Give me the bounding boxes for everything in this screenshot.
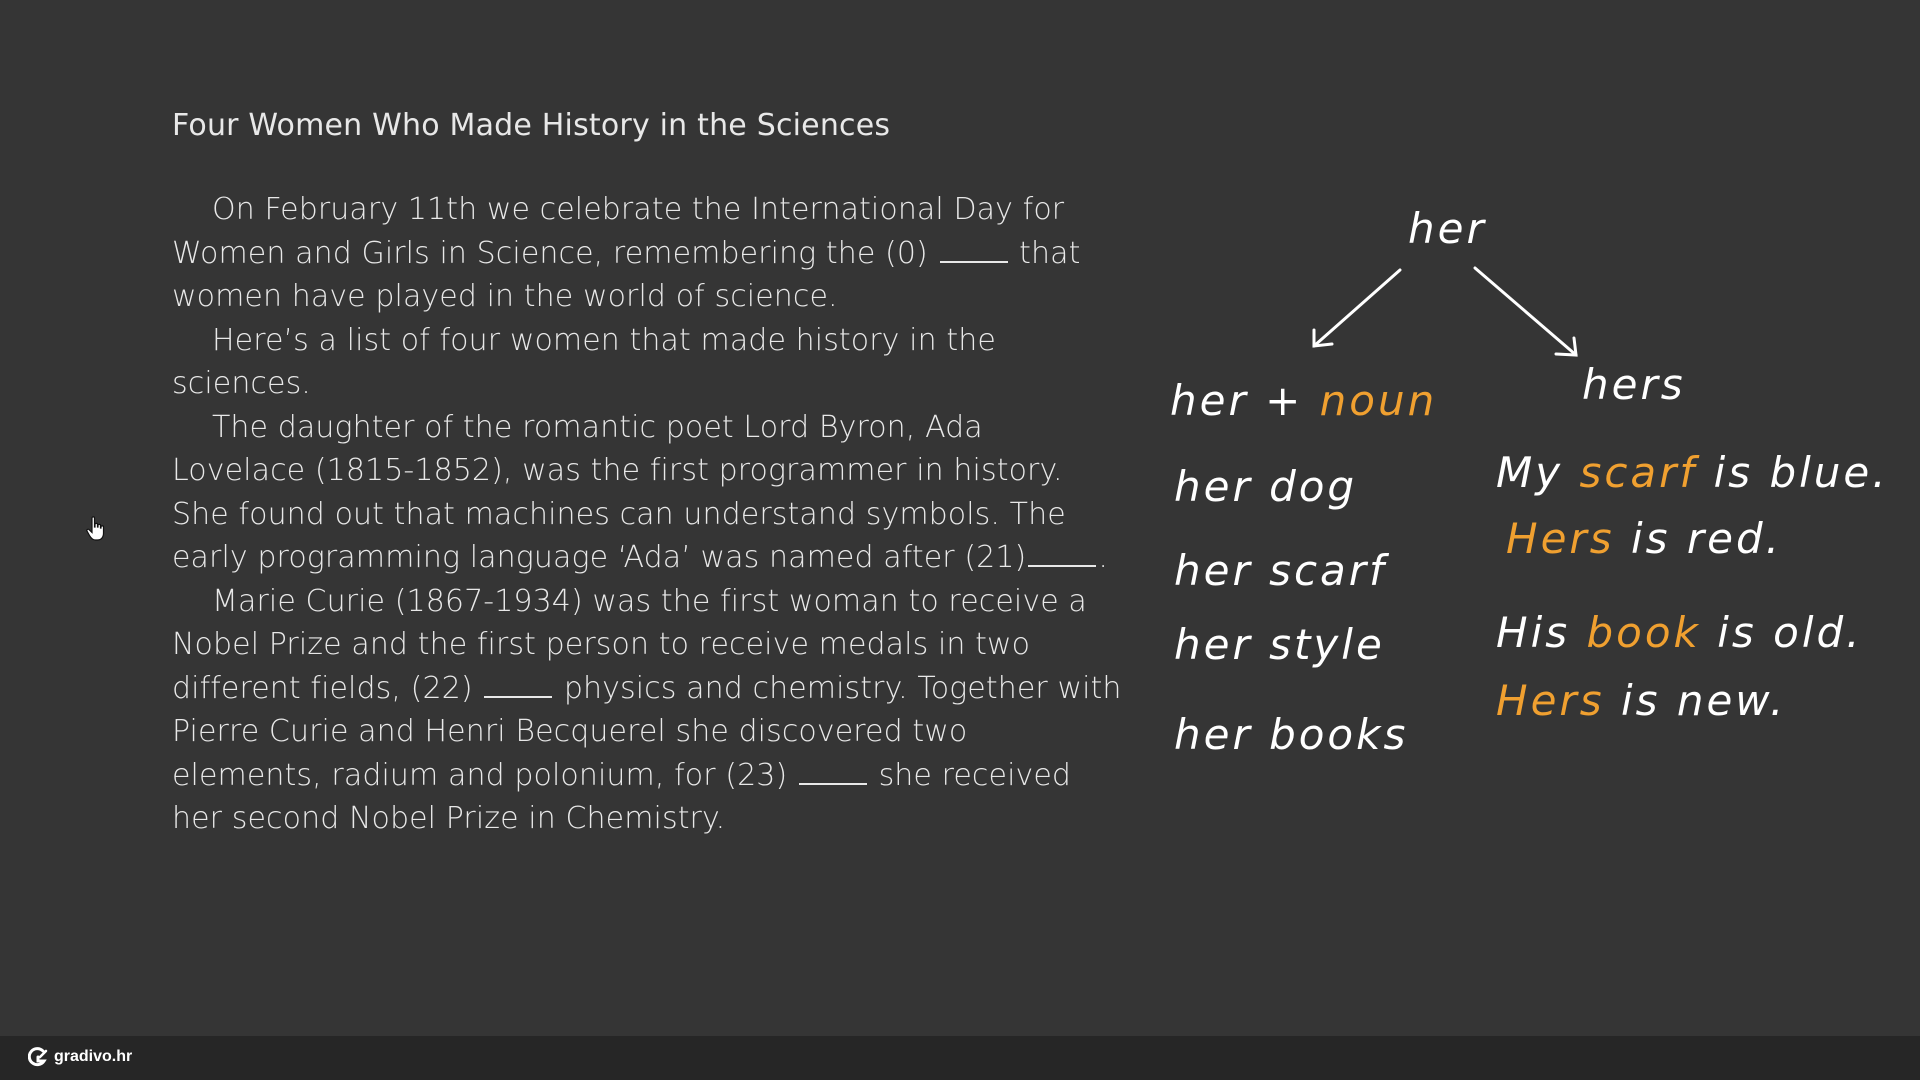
paragraph-ada-text-b: . <box>1098 540 1108 575</box>
left-header-a: her + <box>1170 376 1304 425</box>
paragraph-curie-text-b: physics and chemistry. Together with Pierre Curie and Henri Becquerel she discovered two elements, radium and polonium, for (23) <box>172 670 1122 793</box>
paragraph-list-intro: Here’s a list of four women that made history in the sciences. <box>172 322 996 401</box>
brand-link[interactable] <box>28 1046 132 1068</box>
ex4-b: is new. <box>1620 676 1787 725</box>
arrow-right <box>1475 268 1576 355</box>
blank-23 <box>799 756 867 785</box>
footer-bar <box>0 1036 1920 1080</box>
ex2-b: is red. <box>1630 514 1782 563</box>
example-hers-red <box>1506 514 1782 563</box>
branch-arrows <box>1150 180 1850 400</box>
g-logo-icon <box>28 1046 48 1068</box>
root-word: her <box>1408 204 1487 253</box>
example-hers-new <box>1496 676 1786 725</box>
example-her-books: her books <box>1174 710 1409 759</box>
example-his-book <box>1496 608 1863 657</box>
blank-0 <box>940 234 1008 263</box>
blank-21 <box>1028 538 1096 567</box>
ex1-a: My <box>1496 448 1564 497</box>
arrow-left <box>1314 270 1400 346</box>
paragraph-intro <box>172 188 1122 319</box>
paragraph-curie-text-c: she received her second Nobel Prize in Chemistry. <box>172 757 1072 836</box>
brand-name: gradivo.hr <box>54 1048 133 1065</box>
reading-title: Four Women Who Made History in the Sciences <box>172 108 891 143</box>
paragraph-intro-text-b: that women have played in the world of science. <box>172 235 1081 314</box>
grammar-board <box>1150 180 1889 800</box>
ex3-book: book <box>1586 608 1701 657</box>
ex2-hers: Hers <box>1506 514 1615 563</box>
ex1-scarf: scarf <box>1579 448 1698 497</box>
ex3-c: is old. <box>1717 608 1863 657</box>
blank-22 <box>484 669 552 698</box>
hand-pointer-icon <box>86 516 106 542</box>
left-header-noun: noun <box>1319 376 1438 425</box>
example-her-dog: her dog <box>1174 462 1358 511</box>
ex1-c: is blue. <box>1713 448 1889 497</box>
paragraph-ada-text-a: The daughter of the romantic poet Lord Byron, Ada Lovelace (1815-1852), was the first programmer in history. She found out that machines can understand symbols. The early programming language ‘Ada’ was named after (21) <box>172 409 1066 575</box>
example-her-scarf: her scarf <box>1174 546 1387 595</box>
paragraph-ada <box>172 406 1122 580</box>
reading-passage <box>172 104 1122 841</box>
paragraph-curie-text-a: Marie Curie (1867-1934) was the first woman to receive a Nobel Prize and the first person to receive medals in two different fields, (22) <box>172 583 1087 706</box>
paragraph-intro-text-a: On February 11th we celebrate the International Day for Women and Girls in Science, remembering the (0) <box>172 192 1065 271</box>
paragraph-curie <box>172 580 1122 841</box>
left-header <box>1170 376 1437 425</box>
ex3-a: His <box>1496 608 1571 657</box>
example-my-scarf <box>1496 448 1889 497</box>
ex4-hers: Hers <box>1496 676 1605 725</box>
example-her-style: her style <box>1174 620 1385 669</box>
right-header: hers <box>1582 360 1686 409</box>
